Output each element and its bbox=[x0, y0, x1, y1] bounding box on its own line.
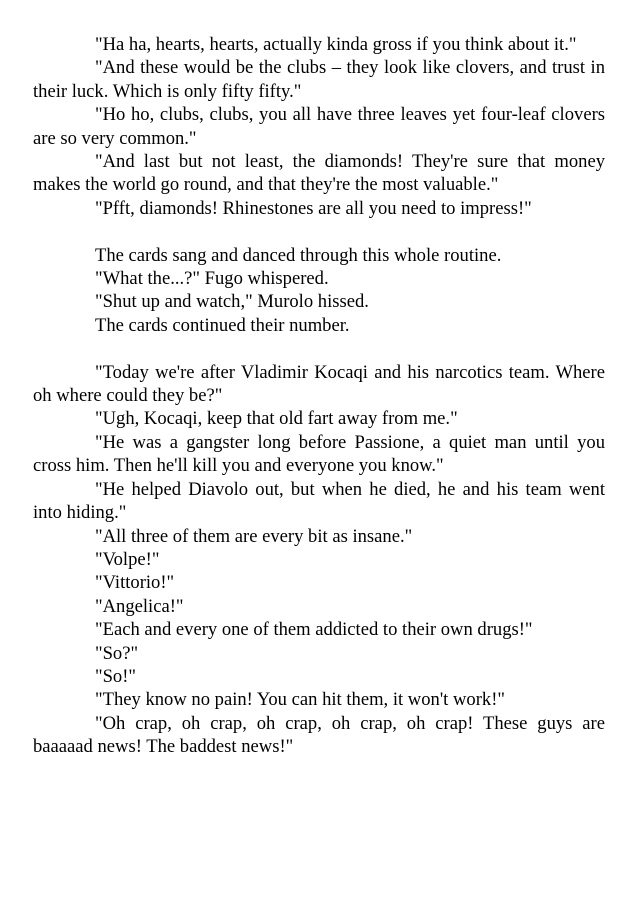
paragraph: "Ha ha, hearts, hearts, actually kinda gross if you think about it." bbox=[95, 34, 577, 55]
paragraph: "Each and every one of them addicted to their own drugs!" bbox=[95, 619, 533, 641]
paragraph: "Vittorio!" bbox=[95, 572, 175, 594]
paragraph: The cards continued their number. bbox=[95, 314, 350, 336]
paragraph: "What the...?" Fugo whispered. bbox=[95, 268, 329, 290]
paragraph: "They know no pain! You can hit them, it won't work!" bbox=[95, 689, 505, 711]
paragraph: "Shut up and watch," Murolo hissed. bbox=[95, 291, 369, 313]
paragraph: "Oh crap, oh crap, oh crap, oh crap, oh crap! These guys are baaaaad news! The baddest news!" bbox=[33, 712, 605, 758]
paragraph: "He helped Diavolo out, but when he died, he and his team went into hiding." bbox=[33, 478, 605, 524]
paragraph: "And last but not least, the diamonds! They're sure that money makes the world go round, and that they're the most valuable." bbox=[33, 151, 605, 196]
paragraph: "All three of them are every bit as insane." bbox=[95, 525, 413, 547]
paragraph: "So?" bbox=[95, 642, 139, 664]
paragraph: "Ho ho, clubs, clubs, you all have three leaves yet four-leaf clovers are so very common." bbox=[33, 104, 605, 149]
paragraph: "And these would be the clubs – they look like clovers, and trust in their luck. Which is only fifty fifty." bbox=[33, 57, 605, 102]
paragraph: "He was a gangster long before Passione, a quiet man until you cross him. Then he'll kill you and everyone you know." bbox=[33, 431, 605, 477]
paragraph: The cards sang and danced through this whole routine. bbox=[95, 244, 502, 266]
paragraph: "Ugh, Kocaqi, keep that old fart away from me." bbox=[95, 408, 458, 430]
paragraph-gap bbox=[33, 337, 605, 360]
paragraph: "Pfft, diamonds! Rhinestones are all you need to impress!" bbox=[95, 197, 532, 219]
paragraph-gap bbox=[33, 220, 605, 243]
paragraph: "Today we're after Vladimir Kocaqi and his narcotics team. Where oh where could they be?" bbox=[33, 361, 605, 407]
paragraph: "So!" bbox=[95, 665, 137, 687]
paragraph: "Angelica!" bbox=[95, 595, 184, 617]
paragraph: "Volpe!" bbox=[95, 548, 160, 570]
